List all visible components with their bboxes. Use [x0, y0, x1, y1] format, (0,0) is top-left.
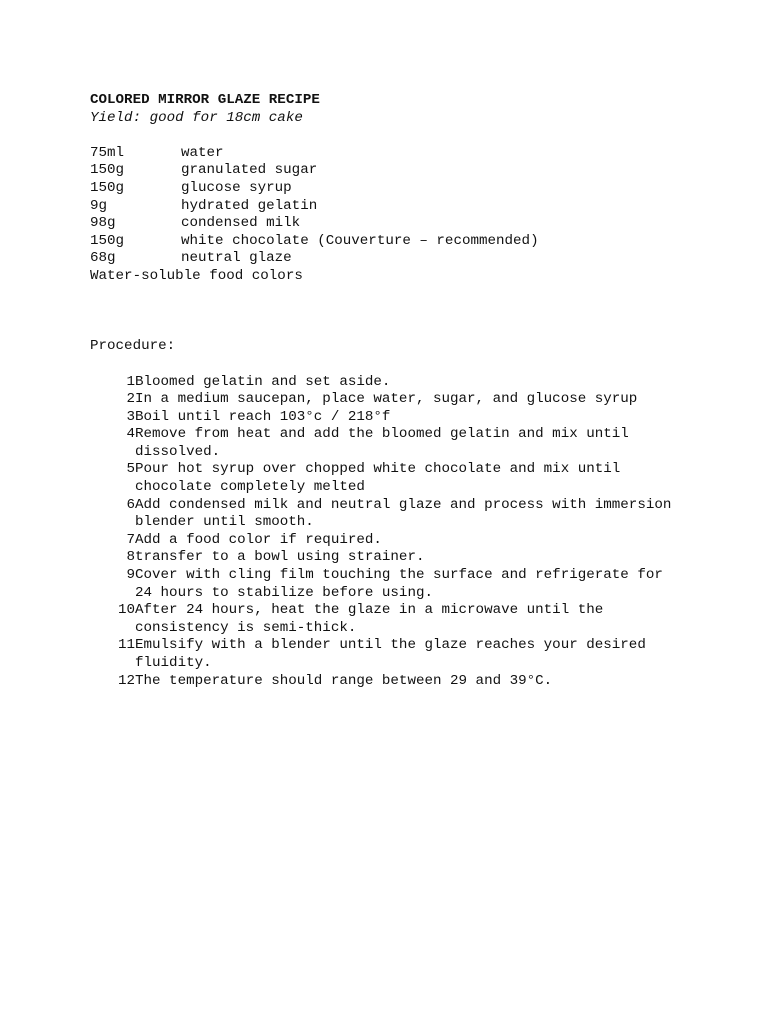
procedure-step [90, 461, 730, 496]
step-text: After 24 hours, heat the glaze in a microwave until the consistency is semi-thick. [135, 602, 604, 636]
procedure-step [90, 673, 730, 691]
ingredient-name: hydrated gelatin [181, 197, 318, 214]
step-number: 1 [126, 373, 135, 390]
step-number: 3 [126, 408, 135, 425]
ingredient-row [90, 233, 730, 251]
ingredient-name: white chocolate (Couverture – recommended) [181, 232, 539, 249]
ingredient-row [90, 198, 730, 216]
step-number: 8 [126, 549, 135, 566]
step-text: Remove from heat and add the bloomed gelatin and mix until dissolved. [135, 426, 629, 460]
step-number: 4 [126, 426, 135, 443]
step-number: 5 [126, 461, 135, 478]
procedure-step [90, 567, 730, 602]
ingredient-quantity: 9g [90, 197, 108, 214]
procedure-step [90, 549, 730, 567]
procedure-step [90, 497, 730, 532]
ingredient-quantity: 150g [90, 162, 125, 179]
recipe-page [90, 92, 730, 690]
procedure-step [90, 426, 730, 461]
procedure-step [90, 532, 730, 550]
step-number: 6 [126, 496, 135, 513]
step-text: Cover with cling film touching the surface and refrigerate for 24 hours to stabilize before using. [135, 567, 663, 601]
procedure-step [90, 637, 730, 672]
ingredient-row [90, 162, 730, 180]
ingredient-name: granulated sugar [181, 162, 318, 179]
procedure-step [90, 409, 730, 427]
procedure-step [90, 391, 730, 409]
ingredient-row [90, 145, 730, 163]
step-text: Boil until reach 103°c / 218°f [135, 408, 391, 425]
ingredient-name: neutral glaze [181, 250, 292, 267]
step-text: transfer to a bowl using strainer. [135, 549, 425, 566]
ingredient-name: condensed milk [181, 215, 301, 232]
step-number: 12 [117, 672, 135, 689]
step-text: Emulsify with a blender until the glaze reaches your desired fluidity. [135, 637, 646, 672]
procedure-step [90, 602, 730, 637]
step-number: 7 [126, 531, 135, 548]
ingredient-quantity: 75ml [90, 144, 125, 161]
step-number: 10 [117, 602, 135, 619]
step-text: Bloomed gelatin and set aside. [135, 373, 391, 390]
food-colors-line: Water-soluble food colors [90, 267, 303, 284]
ingredient-row [90, 215, 730, 233]
ingredient-quantity: 150g [90, 232, 125, 249]
recipe-yield: Yield: good for 18cm cake [90, 109, 303, 126]
step-text: Add condensed milk and neutral glaze and process with immersion blender until smooth. [135, 496, 672, 531]
ingredient-row [90, 250, 730, 268]
procedure-steps [90, 374, 730, 691]
procedure-step [90, 374, 730, 392]
step-number: 9 [126, 567, 135, 584]
step-text: The temperature should range between 29 and 39°C. [135, 672, 553, 689]
step-text: In a medium saucepan, place water, sugar, and glucose syrup [135, 391, 638, 408]
procedure-heading: Procedure: [90, 338, 176, 355]
ingredient-quantity: 98g [90, 215, 116, 232]
step-text: Add a food color if required. [135, 531, 382, 548]
recipe-title: COLORED MIRROR GLAZE RECIPE [90, 92, 320, 108]
ingredient-quantity: 150g [90, 179, 125, 196]
step-text: Pour hot syrup over chopped white chocolate and mix until chocolate completely melted [135, 461, 621, 496]
step-number: 2 [126, 391, 135, 408]
ingredient-name: glucose syrup [181, 179, 292, 196]
ingredient-row [90, 180, 730, 198]
ingredient-quantity: 68g [90, 250, 116, 267]
ingredient-list [90, 145, 730, 268]
step-number: 11 [117, 637, 135, 654]
ingredient-name: water [181, 144, 224, 161]
